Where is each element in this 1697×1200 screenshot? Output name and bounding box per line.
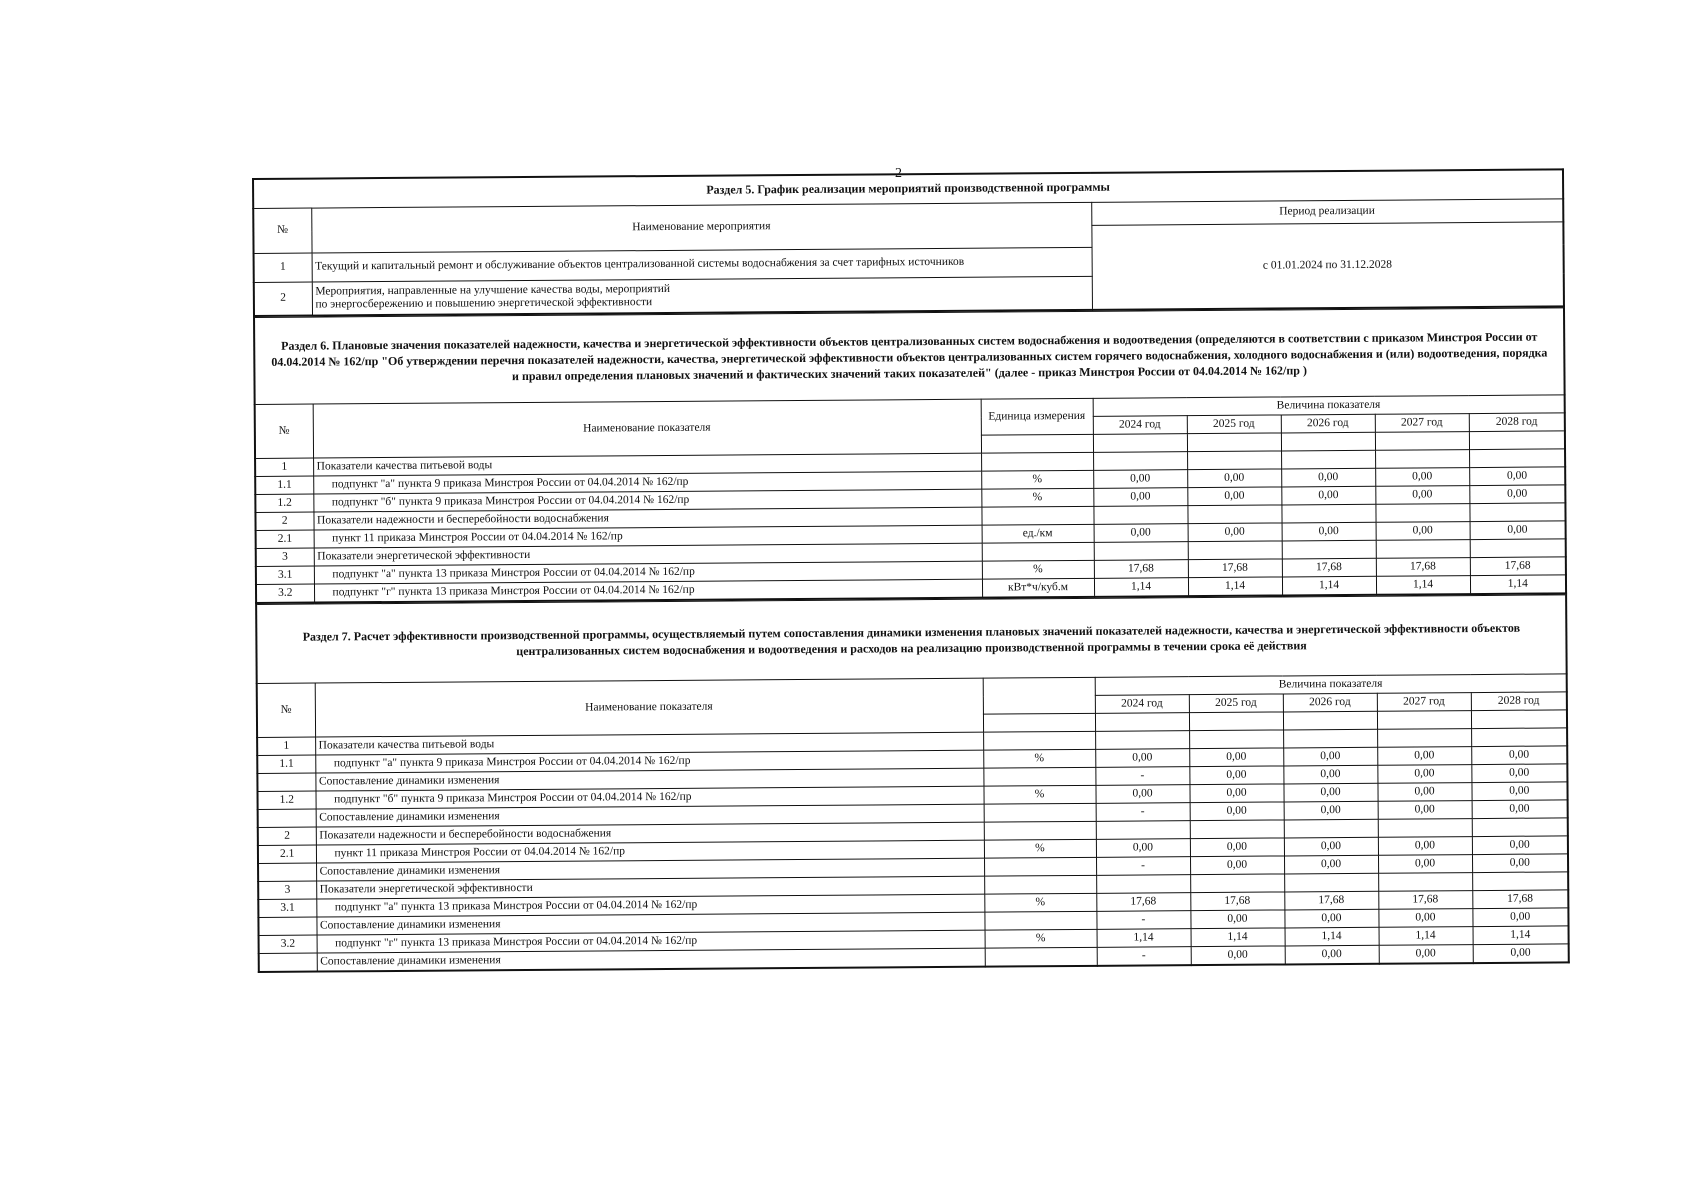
page-number: 2 [895, 166, 902, 181]
section7-table [255, 594, 1570, 973]
indicator-value [1470, 539, 1566, 558]
indicator-value [1187, 451, 1281, 470]
indicator-value: 0,00 [1378, 855, 1472, 874]
indicator-value [1375, 450, 1469, 469]
indicator-unit: % [984, 839, 1096, 858]
indicator-value: 1,14 [1097, 929, 1191, 948]
section7-title: Раздел 7. Расчет эффективности производственной программы, осуществляемый путем сопоставления динамики изменения плановых значений показателей надежности, качества и энергетической эффективности объектов централизованных систем водоснабжения и водоотведения и расходов на реализацию производственной программы в течении срока её действия [256, 595, 1567, 684]
section5-col-period: Период реализации [1091, 199, 1563, 225]
indicator-unit [984, 857, 1096, 876]
indicator-value: 0,00 [1284, 909, 1378, 928]
document-sheet [252, 168, 1569, 1088]
indicator-value: 1,14 [1473, 926, 1569, 945]
indicator-name: Сопоставление динамики изменения [316, 804, 984, 827]
section7-col-name: Наименование показателя [315, 678, 983, 737]
section6-table [253, 307, 1567, 604]
indicator-value: 0,00 [1283, 765, 1377, 784]
indicator-value [1281, 450, 1375, 469]
indicator-name: подпункт "б" пункта 9 приказа Минстроя России от 04.04.2014 № 162/пр [315, 786, 983, 809]
row-number: 1.2 [255, 494, 313, 512]
indicator-value: 0,00 [1472, 854, 1568, 873]
indicator-value [1094, 542, 1188, 561]
indicator-value: 0,00 [1472, 836, 1568, 855]
section6-year-header: 2025 год [1187, 415, 1281, 434]
section5-title: Раздел 5. График реализации мероприятий производственной программы [253, 169, 1563, 208]
section7-col-unit [983, 677, 1095, 714]
row-number [258, 863, 316, 881]
section5-row-no: 2 [254, 282, 312, 316]
section7-year-header: 2027 год [1377, 693, 1471, 712]
indicator-value: 17,68 [1472, 890, 1568, 909]
indicator-value: 0,00 [1469, 485, 1565, 504]
indicator-value: 0,00 [1095, 785, 1189, 804]
indicator-value: 0,00 [1473, 944, 1569, 963]
indicator-value: - [1096, 911, 1190, 930]
indicator-name: Сопоставление динамики изменения [316, 858, 984, 881]
indicator-value: 1,14 [1285, 927, 1379, 946]
row-number: 1.2 [257, 791, 315, 809]
indicator-name: подпункт "г" пункта 13 приказа Минстроя России от 04.04.2014 № 162/пр [317, 930, 985, 953]
indicator-unit: ед./км [982, 524, 1094, 543]
indicator-value: 0,00 [1189, 784, 1283, 803]
indicator-value: 0,00 [1471, 782, 1567, 801]
indicator-value: 0,00 [1188, 523, 1282, 542]
row-number: 3.1 [258, 899, 316, 917]
indicator-value: 1,14 [1376, 576, 1470, 595]
indicator-value: 17,68 [1188, 559, 1282, 578]
indicator-value: 0,00 [1378, 837, 1472, 856]
indicator-name: подпункт "а" пункта 9 приказа Минстроя России от 04.04.2014 № 162/пр [315, 750, 983, 773]
row-number: 2 [258, 827, 316, 845]
indicator-value: 1,14 [1282, 576, 1376, 595]
indicator-unit [981, 506, 1093, 525]
indicator-value: 0,00 [1471, 764, 1567, 783]
indicator-value [1281, 504, 1375, 523]
indicator-unit: % [981, 470, 1093, 489]
indicator-unit [984, 911, 1096, 930]
indicator-value: 0,00 [1472, 800, 1568, 819]
indicator-value: 0,00 [1469, 467, 1565, 486]
indicator-name: Сопоставление динамики изменения [317, 948, 985, 971]
section7-year-header: 2026 год [1283, 693, 1377, 712]
indicator-value: 0,00 [1281, 486, 1375, 505]
section5-period-value: с 01.01.2024 по 31.12.2028 [1091, 222, 1564, 310]
row-number: 3 [256, 548, 314, 566]
indicator-unit: % [982, 560, 1094, 579]
indicator-name: Показатели энергетической эффективности [314, 543, 982, 566]
indicator-value: 17,68 [1096, 893, 1190, 912]
indicator-value: 1,14 [1470, 575, 1566, 594]
indicator-value [1188, 541, 1282, 560]
row-number: 2.1 [256, 530, 314, 548]
indicator-unit [983, 731, 1095, 750]
section5-col-name: Наименование мероприятия [311, 202, 1091, 253]
indicator-value [1282, 540, 1376, 559]
indicator-value: 0,00 [1377, 783, 1471, 802]
section6-col-unit: Единица измерения [981, 398, 1093, 435]
indicator-value [1378, 873, 1472, 892]
indicator-value: 0,00 [1095, 749, 1189, 768]
indicator-value: 1,14 [1188, 577, 1282, 596]
indicator-value: 0,00 [1094, 524, 1188, 543]
indicator-value: - [1097, 947, 1191, 966]
indicator-value [1472, 872, 1568, 891]
indicator-value: 0,00 [1191, 946, 1285, 965]
section7-body [257, 728, 1569, 972]
indicator-name: подпункт "а" пункта 13 приказа Минстроя России от 04.04.2014 № 162/пр [314, 561, 982, 584]
indicator-value: 0,00 [1190, 838, 1284, 857]
indicator-value: 0,00 [1378, 909, 1472, 928]
indicator-value [1190, 820, 1284, 839]
indicator-value: 0,00 [1284, 855, 1378, 874]
indicator-value [1187, 505, 1281, 524]
indicator-value: 0,00 [1284, 801, 1378, 820]
indicator-value [1096, 875, 1190, 894]
indicator-value [1096, 821, 1190, 840]
indicator-value: 0,00 [1189, 766, 1283, 785]
row-number: 1 [257, 737, 315, 755]
section6-body [255, 449, 1566, 603]
section7-year-header: 2024 год [1095, 695, 1189, 714]
row-number: 1.1 [257, 755, 315, 773]
indicator-value: 0,00 [1376, 522, 1470, 541]
indicator-value: 0,00 [1379, 945, 1473, 964]
indicator-value [1189, 730, 1283, 749]
indicator-value [1283, 729, 1377, 748]
indicator-value: 1,14 [1191, 928, 1285, 947]
indicator-value [1093, 452, 1187, 471]
indicator-value: 0,00 [1375, 486, 1469, 505]
row-number: 3 [258, 881, 316, 899]
indicator-value [1093, 506, 1187, 525]
indicator-value: 1,14 [1094, 578, 1188, 597]
section5-row-no: 1 [254, 253, 312, 282]
indicator-value: 0,00 [1472, 908, 1568, 927]
section6-year-header: 2028 год [1469, 413, 1565, 432]
section6-year-header: 2024 год [1093, 416, 1187, 435]
section7-year-header: 2028 год [1471, 692, 1567, 711]
section6-col-value: Величина показателя [1093, 395, 1565, 416]
indicator-name: Показатели надежности и бесперебойности водоснабжения [313, 507, 981, 530]
indicator-value: 0,00 [1283, 783, 1377, 802]
row-number: 3.2 [259, 935, 317, 953]
indicator-value: 17,68 [1378, 891, 1472, 910]
indicator-value: 0,00 [1187, 469, 1281, 488]
indicator-unit [984, 803, 1096, 822]
indicator-value: 0,00 [1187, 487, 1281, 506]
indicator-name: Показатели энергетической эффективности [316, 876, 984, 899]
indicator-value: 0,00 [1190, 802, 1284, 821]
indicator-value: 0,00 [1190, 856, 1284, 875]
section6-title: Раздел 6. Плановые значения показателей надежности, качества и энергетической эффективности объектов централизованных систем водоснабжения и водоотведения (определяются в соответствии с приказом Минстроя России от 04.04.2014 № 162/пр "Об утверждении перечня показателей надежности, качества, энергетической эффективности объектов централизованных систем горячего водоснабжения, холодного водоснабжения и (или) водоотведения, порядка и правил определения плановых значений и фактических значений таких показателей" (далее - приказ Минстроя России от 04.04.2014 № 162/пр ) [254, 308, 1565, 405]
indicator-value: 0,00 [1283, 747, 1377, 766]
indicator-value: 0,00 [1096, 839, 1190, 858]
indicator-unit [982, 542, 1094, 561]
section5-row-name-line1: Мероприятия, направленные на улучшение качества воды, мероприятий [315, 282, 671, 298]
indicator-value: 0,00 [1470, 521, 1566, 540]
indicator-value [1471, 728, 1567, 747]
indicator-name: Показатели качества питьевой воды [313, 453, 981, 476]
row-number: 2.1 [258, 845, 316, 863]
indicator-value: 17,68 [1376, 558, 1470, 577]
indicator-value [1376, 540, 1470, 559]
section7-col-no: № [257, 683, 315, 737]
row-number [257, 773, 315, 791]
section6-col-no: № [255, 404, 313, 458]
indicator-name: подпункт "а" пункта 9 приказа Минстроя России от 04.04.2014 № 162/пр [313, 471, 981, 494]
indicator-value: 17,68 [1094, 560, 1188, 579]
indicator-name: подпункт "г" пункта 13 приказа Минстроя России от 04.04.2014 № 162/пр [314, 579, 982, 602]
indicator-unit: % [981, 488, 1093, 507]
indicator-value [1378, 819, 1472, 838]
section5-col-no: № [253, 208, 311, 253]
section6-year-header: 2027 год [1375, 414, 1469, 433]
indicator-name: Показатели надежности и бесперебойности водоснабжения [316, 822, 984, 845]
indicator-value [1284, 819, 1378, 838]
indicator-unit: % [985, 929, 1097, 948]
indicator-value [1284, 873, 1378, 892]
indicator-unit: кВт*ч/куб.м [982, 578, 1094, 597]
indicator-value: 0,00 [1093, 488, 1187, 507]
indicator-value [1095, 731, 1189, 750]
section6-col-name: Наименование показателя [313, 399, 981, 458]
section5-row-name-line2: по энергосбережению и повышению энергетической эффективности [315, 296, 653, 311]
row-number [259, 953, 317, 972]
section5-row-name: Текущий и капитальный ремонт и обслуживание объектов централизованной системы водоснабжения за счет тарифных источников [312, 247, 1092, 282]
indicator-value: 0,00 [1281, 468, 1375, 487]
indicator-unit [983, 767, 1095, 786]
indicator-value [1469, 449, 1565, 468]
indicator-value [1377, 729, 1471, 748]
row-number: 3.2 [256, 584, 314, 603]
indicator-name: Показатели качества питьевой воды [315, 732, 983, 755]
indicator-name: пункт 11 приказа Минстроя России от 04.04.2014 № 162/пр [314, 525, 982, 548]
indicator-value: 0,00 [1471, 746, 1567, 765]
indicator-name: Сопоставление динамики изменения [316, 912, 984, 935]
row-number [258, 917, 316, 935]
section5-table [252, 168, 1565, 317]
row-number [258, 809, 316, 827]
indicator-value: 0,00 [1190, 910, 1284, 929]
row-number: 1 [255, 458, 313, 476]
indicator-value: 0,00 [1189, 748, 1283, 767]
row-number: 1.1 [255, 476, 313, 494]
indicator-value: 17,68 [1190, 892, 1284, 911]
row-number: 2 [255, 512, 313, 530]
indicator-value: 0,00 [1282, 522, 1376, 541]
indicator-value [1472, 818, 1568, 837]
indicator-value: 0,00 [1377, 747, 1471, 766]
indicator-value: - [1096, 803, 1190, 822]
section7-year-header: 2025 год [1189, 694, 1283, 713]
indicator-value [1190, 874, 1284, 893]
indicator-value: 0,00 [1377, 765, 1471, 784]
indicator-value: 17,68 [1282, 558, 1376, 577]
indicator-value [1375, 504, 1469, 523]
indicator-value [1469, 503, 1565, 522]
indicator-value: 0,00 [1285, 945, 1379, 964]
indicator-unit [985, 947, 1097, 966]
indicator-name: подпункт "б" пункта 9 приказа Минстроя России от 04.04.2014 № 162/пр [313, 489, 981, 512]
indicator-value: 0,00 [1375, 468, 1469, 487]
indicator-value: 1,14 [1379, 927, 1473, 946]
indicator-unit [981, 452, 1093, 471]
indicator-value: 17,68 [1284, 891, 1378, 910]
indicator-unit: % [984, 893, 1096, 912]
section7-col-value: Величина показателя [1095, 674, 1567, 695]
section5-row-name [312, 276, 1092, 315]
indicator-unit: % [983, 749, 1095, 768]
row-number: 3.1 [256, 566, 314, 584]
indicator-value: 0,00 [1284, 837, 1378, 856]
indicator-name: пункт 11 приказа Минстроя России от 04.04.2014 № 162/пр [316, 840, 984, 863]
indicator-unit: % [983, 785, 1095, 804]
indicator-unit [984, 821, 1096, 840]
indicator-name: Сопоставление динамики изменения [315, 768, 983, 791]
indicator-value: - [1095, 767, 1189, 786]
indicator-value: - [1096, 857, 1190, 876]
indicator-value: 0,00 [1093, 470, 1187, 489]
indicator-name: подпункт "а" пункта 13 приказа Минстроя России от 04.04.2014 № 162/пр [316, 894, 984, 917]
indicator-value: 17,68 [1470, 557, 1566, 576]
section6-year-header: 2026 год [1281, 414, 1375, 433]
indicator-value: 0,00 [1378, 801, 1472, 820]
indicator-unit [984, 875, 1096, 894]
